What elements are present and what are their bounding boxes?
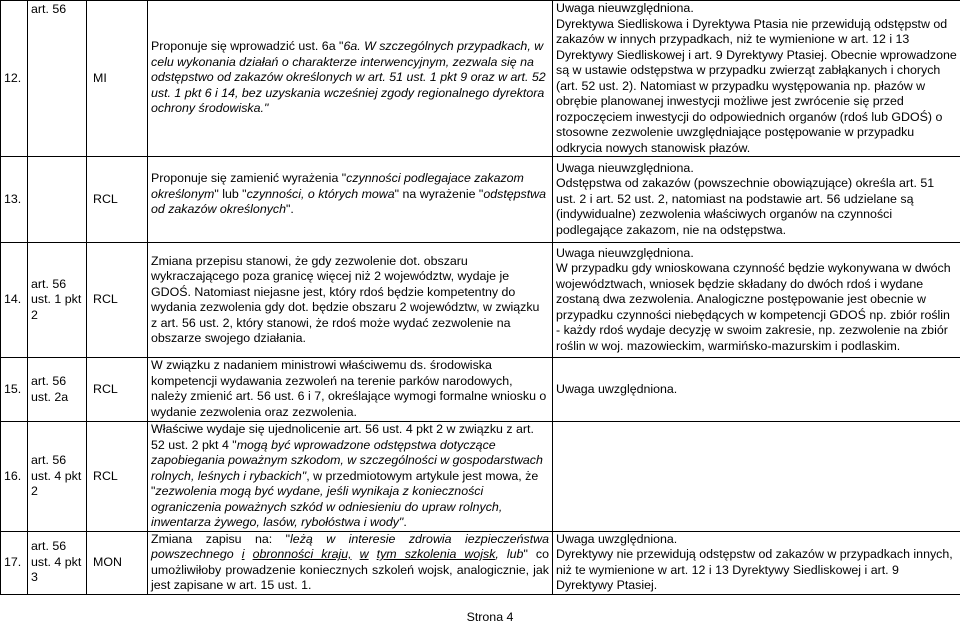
response-cell bbox=[553, 1, 960, 157]
table-row bbox=[1, 157, 960, 243]
proposal-text: Właściwe wydaje się ujednolicenie art. 56 ust. 4 pkt 2 w związku z art. 52 ust. 2 pkt 4 " bbox=[151, 422, 534, 452]
proposal-cell bbox=[148, 422, 553, 532]
proposal-text: Proponuje się wprowadzić ust. 6a " bbox=[151, 39, 344, 53]
proposal-underlined: w bbox=[359, 547, 369, 561]
table-row bbox=[1, 531, 960, 594]
row-number: 12. bbox=[1, 1, 28, 157]
proposal-italic bbox=[352, 547, 360, 561]
submitter: RCL bbox=[87, 422, 148, 532]
proposal-italic: czynności podlegajace zakazom określonym bbox=[151, 171, 524, 201]
submitter: RCL bbox=[87, 243, 148, 358]
article-ref: art. 56 ust. 2a bbox=[28, 358, 87, 422]
row-number: 15. bbox=[1, 358, 28, 422]
response-text: Odstępstwa od zakazów (powszechnie obowiązujące) określa art. 51 ust. 2 i art. 52 ust. 2, natomiast na podstawie art. 56 udzielane są (indywidualne) zezwolenia właściwych organów na czynności podlegające zakazom, nie na odstępstwa. bbox=[556, 176, 935, 237]
proposal-underlined: tym szkolenia wojsk bbox=[376, 547, 496, 561]
article-ref: art. 56 ust. 4 pkt 3 bbox=[28, 531, 87, 594]
article-ref bbox=[28, 1, 87, 157]
response-status: Uwaga nieuwzględniona. bbox=[556, 160, 694, 175]
page-number: Strona 4 bbox=[466, 610, 514, 624]
response-cell bbox=[553, 157, 960, 243]
response-text: Dyrektywa Siedliskowa i Dyrektywa Ptasia nie przewidują odstępstw od zakazów w innych przypadkach, niż te wymienione w art. 12 i 13 Dyrektywy Siedliskowej i art. 9 Dyrektywy Ptasiej. Obecnie wprowadzone są w ustawie odstępstwa w przypadku zwierząt zabłąkanych i chorych (art. 52 ust. 2). Natomiast w przypadku występowania np. płazów w obrębie planowanej inwestycji możliwe jest zwrócenie się przed rozpoczęciem inwestycji do odpowiednich organów (rdoś lub GDOŚ) o stosowne zezwolenie uwzględniające postępowanie w przypadku odkrycia nowych stanowisk płazów. bbox=[556, 16, 957, 155]
proposal-italic: mogą być wprowadzone odstępstwa dotyczące zapobiegania poważnym szkodom, w szczególności w gospodarstwach rolnych, leśnych i rybackich" bbox=[151, 437, 543, 483]
row-number: 17. bbox=[1, 531, 28, 594]
proposal-text: , w przedmiotowym artykule jest mowa, że " bbox=[151, 468, 539, 498]
submitter: RCL bbox=[87, 358, 148, 422]
proposal-italic bbox=[245, 547, 253, 561]
proposal-text: W związku z nadaniem ministrowi właściwemu ds. środowiska kompetencji wydawania zezwoleń na terenie parków narodowych, należy zmienić art. 56 ust. 6 i 7, określające wymogi formalne wniosku o wydanie zezwolenia oraz zezwolenia. bbox=[151, 358, 547, 419]
row-number: 16. bbox=[1, 422, 28, 532]
table-row bbox=[1, 422, 960, 532]
proposal-text: . bbox=[403, 515, 407, 529]
response-text: Dyrektywy nie przewidują odstępstw od zakazów w przypadkach innych, niż te wymienione w art. 12 i 13 Dyrektywy Siedliskowej i art. 9 Dyrektywy Ptasiej. bbox=[556, 547, 953, 592]
proposal-cell bbox=[148, 157, 553, 243]
proposal-italic: odstępstwa od zakazów określonych bbox=[151, 186, 547, 216]
proposal-cell bbox=[148, 358, 553, 422]
row-number: 14. bbox=[1, 243, 28, 358]
submitter: RCL bbox=[87, 157, 148, 243]
proposal-italic: , lub bbox=[495, 547, 524, 561]
table-row bbox=[1, 1, 960, 157]
response-status: Uwaga nieuwzględniona. bbox=[556, 1, 694, 15]
proposal-text: ". bbox=[286, 202, 294, 216]
submitter: MI bbox=[87, 1, 148, 157]
proposal-text: Proponuje się zamienić wyrażenia " bbox=[151, 171, 347, 185]
response-status: Uwaga uwzględniona. bbox=[556, 531, 678, 546]
response-status: Uwaga nieuwzględniona. bbox=[556, 245, 694, 260]
page-footer bbox=[0, 610, 960, 625]
proposal-cell bbox=[148, 1, 553, 157]
proposal-italic: czynności, o których mowa bbox=[246, 186, 395, 201]
proposal-italic: leżą w interesie zdrowia iezpieczeństwa powszechnego bbox=[151, 531, 549, 561]
proposal-underlined: obronności kraju, bbox=[252, 547, 352, 561]
proposal-text: " lub " bbox=[214, 186, 247, 201]
proposal-text: " co umożliwiłoby prowadzenie koniecznych szkoleń wojsk, analogicznie, jak jest zapisane w art. 15 ust. 1. bbox=[151, 547, 550, 592]
article-ref: art. 56 ust. 1 pkt 2 bbox=[28, 243, 87, 358]
proposal-underlined: i bbox=[241, 547, 245, 561]
proposal-text: Zmiana zapisu na: " bbox=[151, 531, 291, 546]
proposal-cell bbox=[148, 243, 553, 358]
proposal-italic: zezwolenia mogą być wydane, jeśli wynikaja z konieczności ograniczenia poważnych szkód w odniesieniu do upraw rolnych, inwentarza żywego, lasów, rybołóstwa i wody" bbox=[151, 484, 503, 529]
proposal-italic: 6a. W szczególnych przypadkach, w celu wykonania działań o charakterze interwencyjnym, zezwala się na odstępstwo od zakazów określonych w art. 51 ust. 1 pkt 9 oraz w art. 52 ust. 1 pkt 6 i 14, bez uzyskania wcześniej zgody regionalnego dyrektora ochrony środowiska." bbox=[151, 39, 546, 115]
proposal-text: Zmiana przepisu stanowi, że gdy zezwolenie dot. obszaru wykraczającego poza granicę więcej niż 2 województw, wydaje je GDOŚ. Natomiast niejasne jest, który rdoś będzie kompetentny do wydania zezwolenia gdy dot. będzie obszaru 2 województw, w związku z art. 56 ust. 2, który stanowi, że rdoś może wydać zezwolenie na obszarze swojego działania. bbox=[151, 253, 540, 345]
response-cell bbox=[553, 422, 960, 532]
proposal-text: " na wyrażenie " bbox=[394, 186, 484, 201]
proposal-italic bbox=[369, 547, 377, 561]
table-row bbox=[1, 358, 960, 422]
proposal-cell bbox=[148, 531, 553, 594]
response-status: Uwaga uwzględniona. bbox=[556, 381, 678, 396]
article-ref: art. 56 ust. 4 pkt 2 bbox=[28, 422, 87, 532]
submitter: MON bbox=[87, 531, 148, 594]
response-text: W przypadku gdy wnioskowana czynność będzie wykonywana w dwóch województwach, wniosek będzie składany do dwóch rdoś i wydane zostaną dwa zezwolenia. Analogiczne postępowanie jest obecnie w przypadku czynności niebędących w kompetencji GDOŚ np. zbiór roślin - każdy rdoś wydaje decyzję w swoim zakresie, np. zezwolenie na zbiór roślin w woj. mazowieckim, warmińsko-mazurskim i podlaskim. bbox=[556, 261, 951, 353]
article-text: art. 56 bbox=[31, 2, 67, 16]
response-cell bbox=[553, 358, 960, 422]
article-ref bbox=[28, 157, 87, 243]
response-cell bbox=[553, 243, 960, 358]
table-row bbox=[1, 243, 960, 358]
row-number: 13. bbox=[1, 157, 28, 243]
response-cell bbox=[553, 531, 960, 594]
